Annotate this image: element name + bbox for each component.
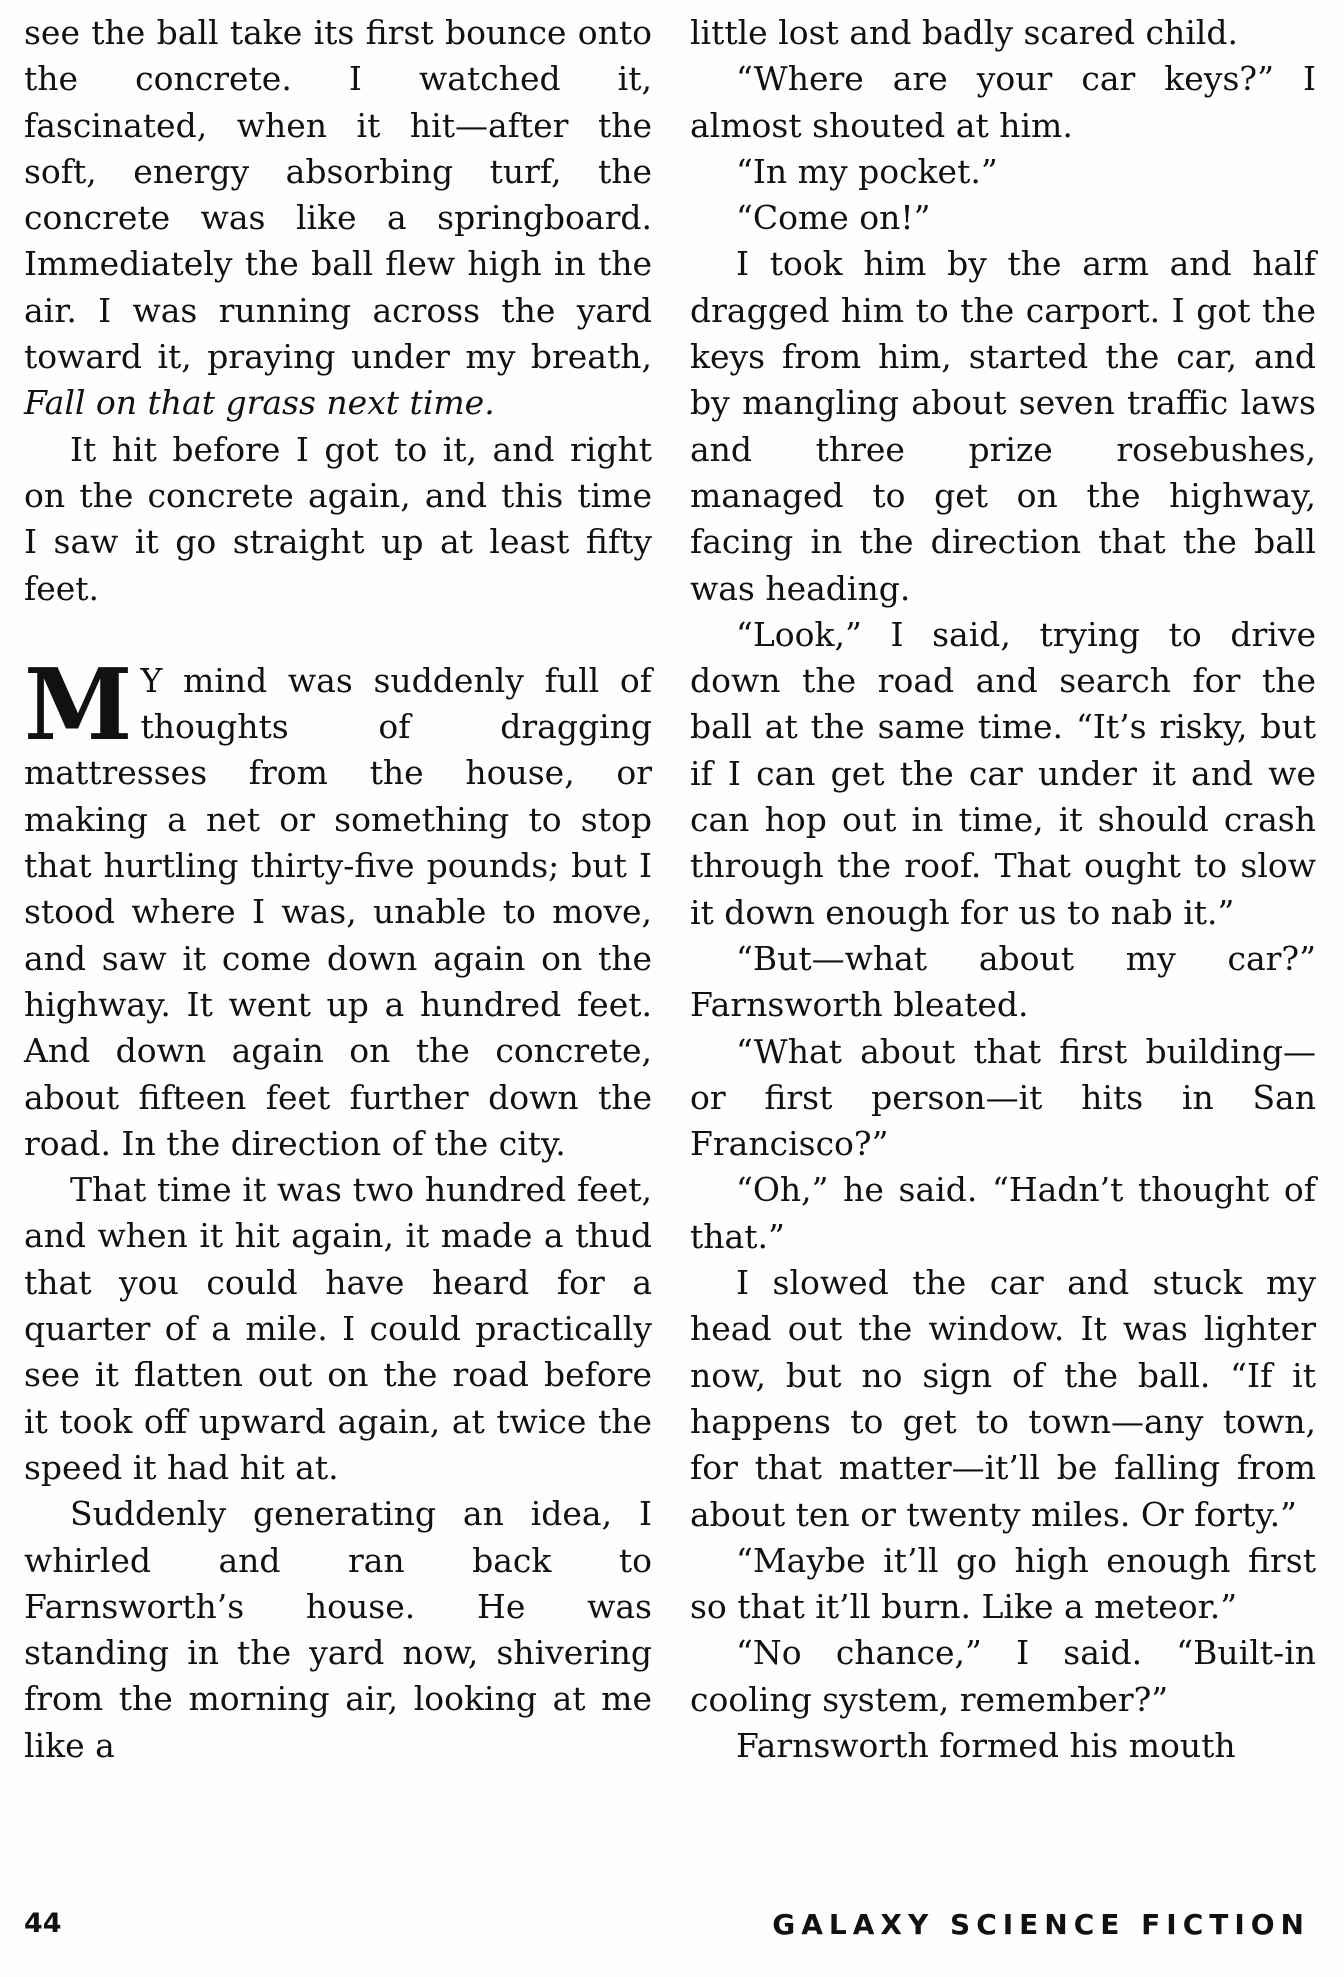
italic-text: Fall on that grass next time. [24, 383, 495, 423]
paragraph: I slowed the car and stuck my head out the window. It was lighter now, but no sign of the ball. “If it happens to get to town—any town, for that matter—it’ll be falling from about ten or twenty miles. Or forty.” [690, 1263, 1316, 1534]
paragraph: Farnsworth formed his mouth [736, 1725, 1236, 1765]
paragraph: “Where are your car keys?” I almost shouted at him. [690, 59, 1316, 145]
paragraph: I took him by the arm and half dragged him to the carport. I got the keys from him, started the car, and by mangling about seven traffic laws and three prize rosebushes, managed to get on the highway, facing in the direction that the ball was heading. [690, 244, 1316, 608]
drop-cap: M [24, 647, 133, 763]
paragraph: “Oh,” he said. “Hadn’t thought of that.” [690, 1170, 1316, 1256]
paragraph: Suddenly generating an idea, I whirled and ran back to Farnsworth’s house. He was standing in the yard now, shivering from the morning air, looking at me like a [24, 1494, 652, 1765]
paragraph: “But—what about my car?” Farnsworth bleated. [690, 938, 1316, 1025]
paragraph: It hit before I got to it, and right on the concrete again, and this time I saw it go straight up at least fifty feet. [24, 429, 652, 608]
paragraph: “In my pocket.” [736, 151, 998, 191]
paragraph [24, 10, 652, 427]
left-column [24, 10, 652, 1769]
paragraph: That time it was two hundred feet, and when it hit again, it made a thud that you could have heard for a quarter of a mile. I could practically see it flatten out on the road before it took off upward again, at twice the speed it had hit at. [24, 1170, 652, 1487]
right-column [690, 10, 1316, 1769]
paragraph: “No chance,” I said. “Built-in cooling system, remember?” [690, 1633, 1316, 1719]
page-number: 44 [24, 1908, 62, 1939]
paragraph: little lost and badly scared child. [690, 13, 1238, 52]
paragraph: “Maybe it’ll go high enough first so that it’ll burn. Like a meteor.” [690, 1540, 1316, 1627]
paragraph-text: Y mind was suddenly full of thoughts of dragging mattresses from the house, or making a net or something to stop that hurtling thirty-five pounds; but I stood where I was, unable to move, and saw it come down again on the highway. It went up a hundred feet. And down again on the concrete, about fifteen feet further down the road. In the direction of the city. [24, 660, 652, 1163]
running-footer-title: GALAXY SCIENCE FICTION [772, 1908, 1310, 1941]
paragraph [24, 647, 652, 1167]
paragraph: “Come on!” [736, 198, 931, 238]
paragraph: “What about that first building—or first person—it hits in San Francisco?” [690, 1031, 1316, 1164]
paragraph: “Look,” I said, trying to drive down the road and search for the ball at the same time. “It’s risky, but if I can get the car under it and we can hop out in time, it should crash through the roof. That ought to slow it down enough for us to nab it.” [690, 614, 1316, 932]
paragraph-text: see the ball take its first bounce onto the concrete. I watched it, fascinated, when it hit—after the soft, energy absorbing turf, the concrete was like a springboard. Immediately the ball flew high in the air. I was running across the yard toward it, praying under my breath, [24, 13, 652, 377]
